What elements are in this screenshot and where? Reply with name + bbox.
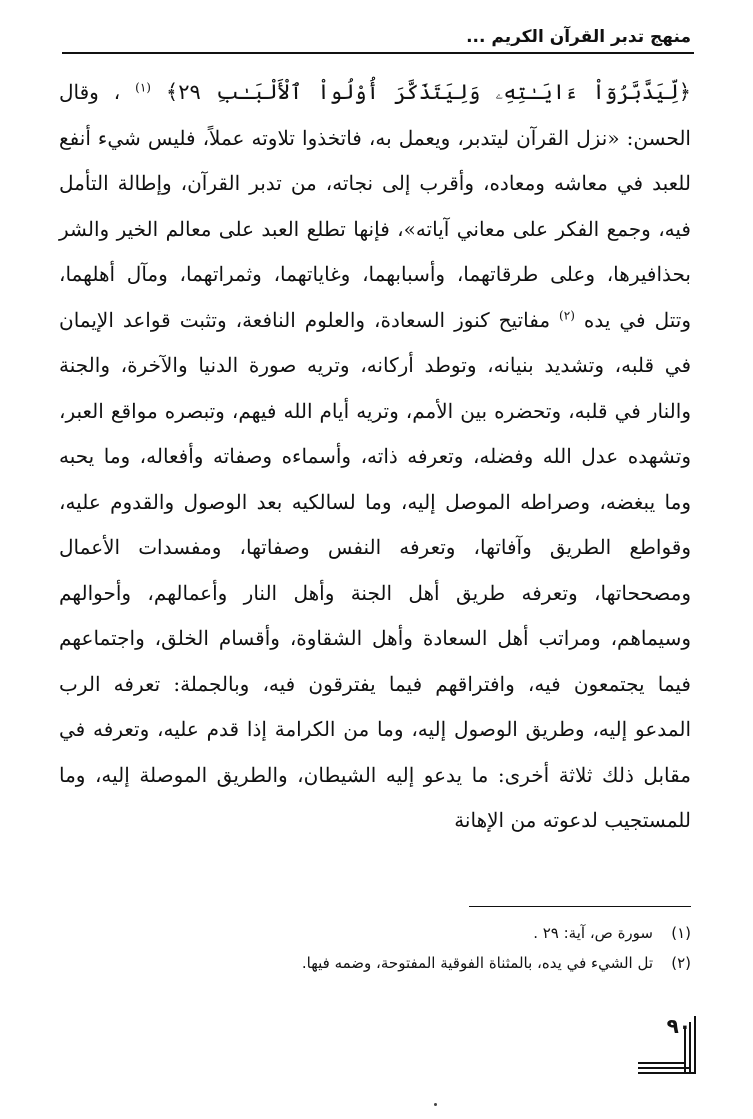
footnote-item — [59, 948, 691, 978]
verse-close-bracket: ﴾ — [165, 80, 179, 104]
body-text-2: مفاتيح كنوز السعادة، والعلوم النافعة، وتثبت قواعد الإيمان في قلبه، وتشديد بنيانه، وتوطد أركانه، وتريه صورة الدنيا والآخرة، والجنة والنار في قلبه، وتحضره بين الأمم، وتريه أيام الله فيهم، وتبصره مواقع العبر، وتشهده عدل الله وفضله، وتعرفه ذاته، وأسماءه وصفاته وأفعاله، وما يحبه وما يبغضه، وصراطه الموصل إليه، وما لسالكيه بعد الوصول والقدوم عليه، وقواطع الطريق وآفاتها، وتعرفه النفس وصفاتها، ومفسدات الأعمال ومصححاتها، وتعرفه طريق أهل الجنة وأهل النار وأعمالهم، وأحوالهم وسيماهم، ومراتب أهل السعادة وأهل الشقاوة، وأقسام الخلق، واجتماعهم فيما يجتمعون فيه، وافتراقهم فيما يفترقون فيه، وبالجملة: تعرفه الرب المدعو إليه، وطريق الوصول إليه، وما من الكرامة إذا قدم عليه، وتعرفه في مقابل ذلك ثلاثة أخرى: ما يدعو إليه الشيطان، والطريق الموصلة إليه، وما للمستجيب لدعوته من الإهانة — [59, 307, 691, 832]
verse-number: ٢٩ — [178, 80, 201, 104]
scan-dot — [434, 1103, 437, 1106]
footnote-ref-2[interactable]: (٢) — [559, 307, 575, 322]
body-paragraph — [59, 70, 691, 844]
footnote-item — [59, 918, 691, 948]
footnote-number: (١) — [671, 924, 691, 942]
header-rule — [62, 52, 694, 54]
footnote-ref-1[interactable]: (١) — [135, 80, 151, 95]
quran-verse — [166, 80, 691, 104]
running-head: منهج تدبر القرآن الكريم ... — [466, 27, 691, 47]
verse-open-bracket: ﴿ — [678, 80, 692, 104]
page-number: ٩٠ — [666, 1014, 691, 1038]
footnotes-list — [59, 918, 691, 978]
body-text-1: ، وقال الحسن: «نزل القرآن ليتدبر، ويعمل به، فاتخذوا تلاوته عملاً، فليس شيء أنفع للعبد في معاشه ومعاده، وأقرب إلى نجاته، من تدبر القرآن، وإطالة التأمل فيه، وجمع الفكر على معاني آياته»، فإنها تطلع العبد على معالم الخير والشر بحذافيرها، وعلى طرقاتهما، وأسبابهما، وغاياتهما، وثمراتهما، ومآل أهلهما، وتتل في يده — [59, 80, 691, 332]
verse-text: لِّيَدَّبَّرُوٓاْ ءَايَـٰتِهِۦ وَلِيَتَذَكَّرَ أُوْلُواْ ٱلْأَلْبَـٰبِ — [216, 80, 679, 104]
footnote-number: (٢) — [671, 954, 691, 972]
footnote-text: سورة ص، آية: ٢٩ . — [533, 924, 653, 942]
footnote-separator — [469, 906, 691, 907]
footnote-text: تل الشيء في يده، بالمثناة الفوقية المفتوحة، وضمه فيها. — [301, 954, 653, 972]
